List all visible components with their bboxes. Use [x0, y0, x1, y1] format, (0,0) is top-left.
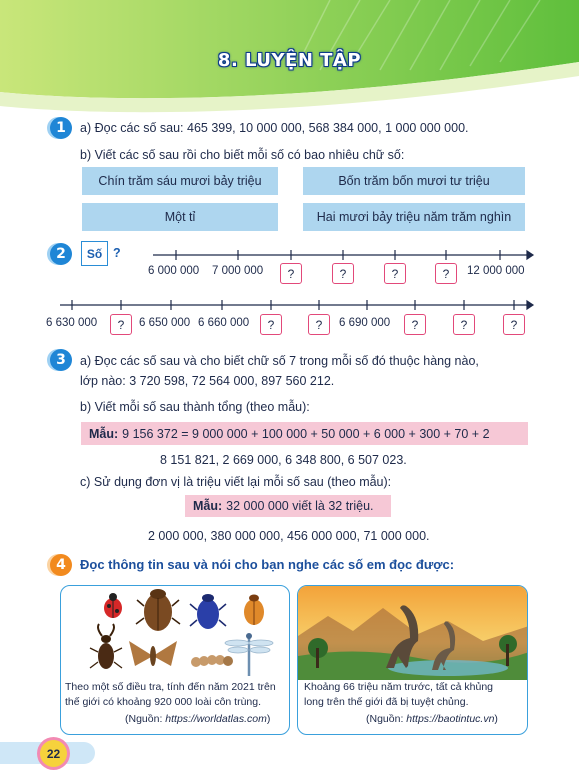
so-label-box: Số	[81, 241, 108, 266]
line1-unknown-box-4[interactable]: ?	[435, 263, 457, 284]
insects-caption	[65, 680, 289, 710]
orange-beetle-icon	[244, 595, 264, 626]
dinosaurs-source-url[interactable]: https://baotintuc.vn	[406, 713, 495, 725]
insects-card	[60, 585, 290, 735]
blue-beetle-icon	[190, 594, 226, 629]
dinosaurs-caption-line1: Khoảng 66 triệu năm trước, tất cả khủng	[304, 681, 494, 693]
task-1b-text: b) Viết các số sau rồi cho biết mỗi số có bao nhiêu chữ số:	[80, 148, 405, 162]
task-1a-text: a) Đọc các số sau: 465 399, 10 000 000, 568 384 000, 1 000 000 000.	[80, 121, 469, 135]
line2-label-third: 6 660 000	[198, 317, 250, 329]
task-3b-numbers: 8 151 821, 2 669 000, 6 348 800, 6 507 023.	[160, 453, 407, 467]
caterpillar-icon	[191, 655, 233, 667]
line2-label-second: 6 650 000	[139, 317, 191, 329]
line2-unknown-box-4[interactable]: ?	[404, 314, 426, 335]
mau-label: Mẫu:	[89, 426, 119, 441]
line2-unknown-box-3[interactable]: ?	[308, 314, 330, 335]
line1-label-start: 6 000 000	[148, 265, 200, 277]
example-million-box	[185, 495, 391, 517]
mau-label-2: Mẫu:	[193, 499, 223, 513]
ladybug-icon	[104, 593, 122, 618]
line1-unknown-box-1[interactable]: ?	[280, 263, 302, 284]
stag-beetle-icon	[90, 624, 122, 669]
dinosaurs-illustration	[298, 586, 528, 680]
task-3a-text-line2: lớp nào: 3 720 598, 72 564 000, 897 560 212.	[80, 374, 335, 388]
question-mark-label: ?	[113, 246, 121, 260]
number-words-box-4: Hai mươi bảy triệu năm trăm nghìn	[303, 203, 525, 231]
insects-caption-line1: Theo một số điều tra, tính đến năm 2021 trên	[65, 681, 276, 693]
line2-unknown-box-1[interactable]: ?	[110, 314, 132, 335]
insects-source: (Nguồn: https://worldatlas.com)	[125, 713, 271, 725]
task-3b-text: b) Viết mỗi số sau thành tổng (theo mẫu):	[80, 400, 310, 414]
line2-unknown-box-2[interactable]: ?	[260, 314, 282, 335]
dinosaurs-caption-line2: long trên thế giới đã bị tuyệt chủng.	[304, 696, 469, 708]
page-number: 22	[40, 740, 67, 767]
line2-unknown-box-5[interactable]: ?	[453, 314, 475, 335]
task-3c-numbers: 2 000 000, 380 000 000, 456 000 000, 71 000 000.	[148, 529, 430, 543]
lesson-title: 8. LUYỆN TẬP	[217, 50, 362, 71]
dinosaurs-card	[297, 585, 528, 735]
task-3a-text-line1: a) Đọc các số sau và cho biết chữ số 7 trong mỗi số đó thuộc hàng nào,	[80, 354, 479, 368]
insects-illustration	[61, 586, 290, 681]
line1-label-end: 12 000 000	[467, 265, 525, 277]
line2-label-first: 6 630 000	[46, 317, 98, 329]
insects-source-url[interactable]: https://worldatlas.com	[165, 713, 267, 725]
number-line-1-arrow	[527, 251, 533, 259]
task-2-badge: 2	[50, 243, 72, 265]
number-line-2-arrow	[527, 301, 533, 309]
task-1-badge: 1	[50, 117, 72, 139]
dinosaurs-caption	[304, 680, 526, 710]
moth-icon	[129, 641, 177, 666]
task-4-heading: Đọc thông tin sau và nói cho bạn nghe các số em đọc được:	[80, 557, 455, 572]
number-words-box-3: Một tỉ	[82, 203, 278, 231]
brown-beetle-icon	[136, 589, 180, 631]
line1-unknown-box-2[interactable]: ?	[332, 263, 354, 284]
number-words-box-1: Chín trăm sáu mươi bảy triệu	[82, 167, 278, 195]
example-sum-text: 9 156 372 = 9 000 000 + 100 000 + 50 000 + 6 000 + 300 + 70 + 2	[122, 426, 490, 441]
task-3c-text: c) Sử dụng đơn vị là triệu viết lại mỗi số sau (theo mẫu):	[80, 475, 392, 489]
number-words-box-2: Bốn trăm bốn mươi tư triệu	[303, 167, 525, 195]
task-4-badge: 4	[50, 554, 72, 576]
dragonfly-icon	[225, 633, 273, 676]
line1-unknown-box-3[interactable]: ?	[384, 263, 406, 284]
example-sum-box	[81, 422, 528, 445]
insects-caption-line2: thế giới có khoảng 920 000 loài côn trùng.	[65, 696, 262, 708]
line1-label-second: 7 000 000	[212, 265, 264, 277]
example-million-text: 32 000 000 viết là 32 triệu.	[226, 499, 374, 513]
dinosaurs-source: (Nguồn: https://baotintuc.vn)	[366, 713, 498, 725]
task-3-badge: 3	[50, 349, 72, 371]
line2-label-fourth: 6 690 000	[339, 317, 391, 329]
line2-unknown-box-6[interactable]: ?	[503, 314, 525, 335]
